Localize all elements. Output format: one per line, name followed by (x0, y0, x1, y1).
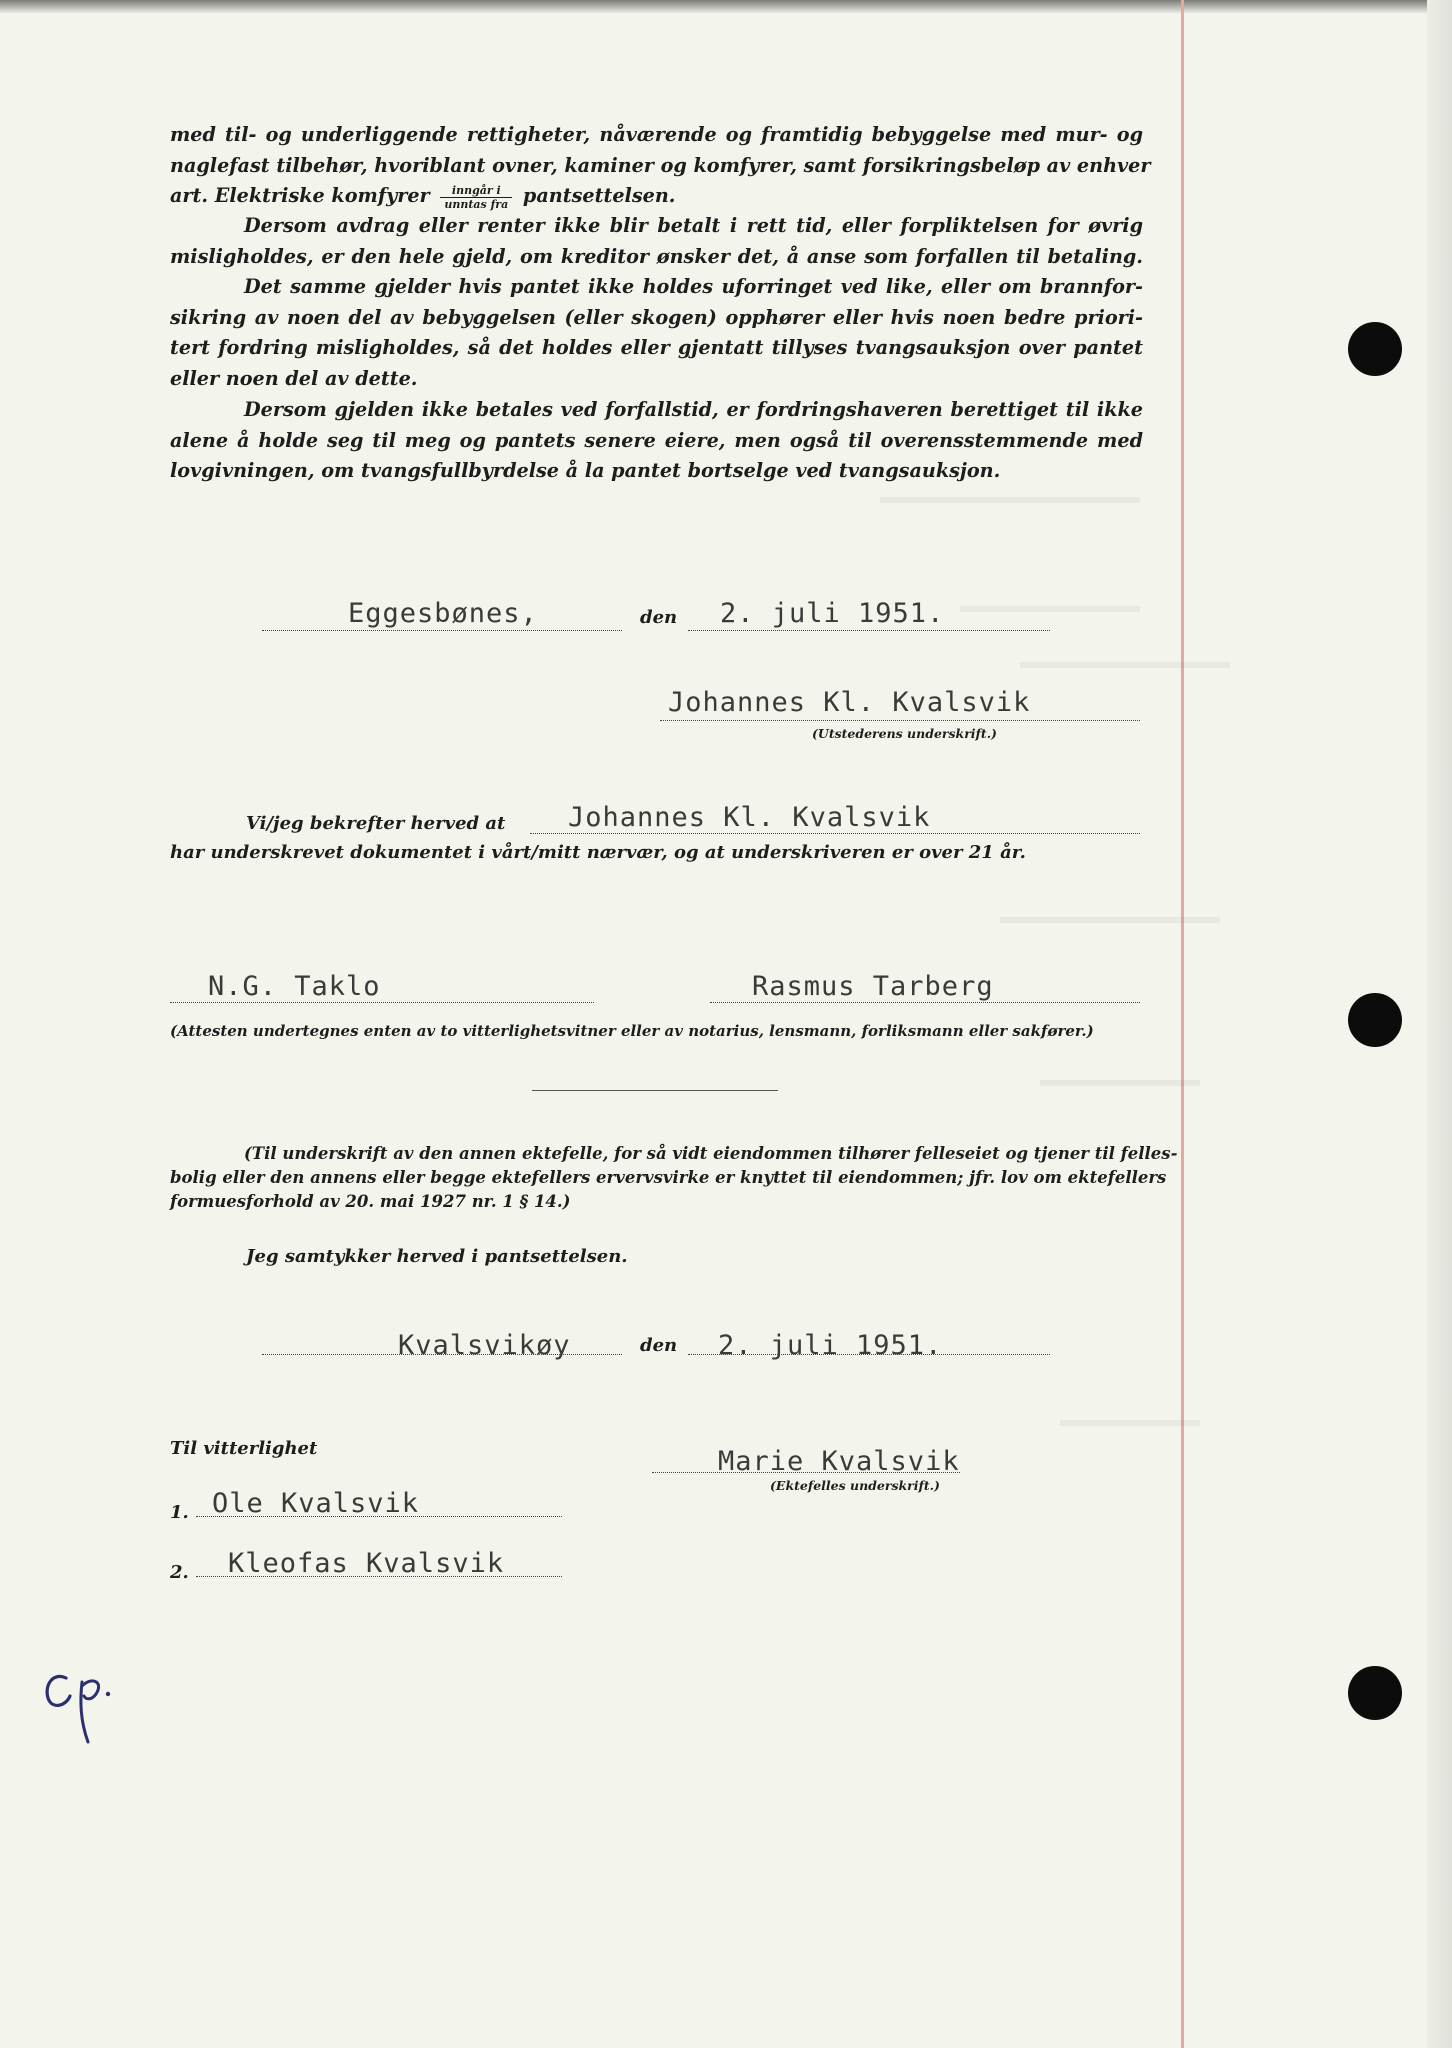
den-label: den (640, 1335, 678, 1356)
clause-paragraph-3 (170, 272, 1143, 394)
witness-1: N.G. Taklo (208, 971, 381, 1002)
section-divider (532, 1090, 778, 1091)
clause-line (170, 181, 1143, 212)
clause-line: eller noen del av dette. (170, 366, 418, 390)
margin-handwritten-note (36, 1630, 116, 1755)
spouse-note-line: formuesforhold av 20. mai 1927 nr. 1 § 14.) (170, 1192, 571, 1211)
punch-hole (1348, 322, 1402, 376)
witness-note: (Attesten undertegnes enten av to vitterlighetsvitner eller av notarius, lensmann, forliksmann eller sakfører.) (170, 1022, 1094, 1040)
date-line (688, 1354, 1050, 1355)
fraction-bottom: unntas fra (444, 197, 509, 211)
clause-line: Det samme gjelder hvis pantet ikke holdes uforringet ved like, eller om brannfor- (244, 275, 1143, 298)
confirmed-name: Johannes Kl. Kvalsvik (568, 802, 931, 833)
spouse-signature: Marie Kvalsvik (718, 1446, 960, 1477)
clause-paragraph-1 (170, 120, 1151, 212)
punch-hole (1348, 1666, 1402, 1720)
witness-line (170, 1002, 594, 1003)
page-edge (1427, 0, 1452, 2048)
handwritten-initials (36, 1630, 116, 1750)
place-line (262, 1354, 622, 1355)
date-1: 2. juli 1951. (720, 598, 945, 629)
clause-line: naglefast tilbehør, hvoriblant ovner, kaminer og komfyrer, samt forsikringsbeløp av enhver (170, 153, 1151, 177)
confirmation-prefix: Vi/jeg bekrefter herved at (246, 813, 506, 834)
vitterlighet-heading: Til vitterlighet (170, 1438, 318, 1459)
clause-line: med til- og underliggende rettigheter, nåværende og framtidig bebyggelse med mur- og (170, 123, 1143, 146)
bleed-through (960, 606, 1140, 612)
fraction-top: inngår i (440, 184, 512, 198)
signature-line (660, 720, 1140, 721)
place-line (262, 630, 622, 631)
clause-line: Dersom avdrag eller renter ikke blir betalt i rett tid, eller forpliktelsen for øvrig (244, 214, 1143, 237)
place-1: Eggesbønes, (348, 598, 538, 629)
vitterlighet-number: 1. (170, 1502, 189, 1523)
spouse-caption: (Ektefelles underskrift.) (770, 1478, 940, 1493)
clause-line: misligholdes, er den hele gjeld, om kreditor ønsker det, å anse som forfallen til betaling. (170, 244, 1143, 268)
signature-line (652, 1472, 960, 1473)
issuer-caption: (Utstederens underskrift.) (812, 726, 997, 741)
clause-line: tert fordring misligholdes, så det holdes eller gjentatt tillyses tvangsauksjon over pantet (170, 336, 1143, 359)
vitterlighet-number: 2. (170, 1562, 189, 1583)
punch-hole (1348, 993, 1402, 1047)
vitterlighet-name: Ole Kvalsvik (212, 1488, 420, 1519)
place-2: Kvalsvikøy (398, 1330, 571, 1361)
margin-rule (1181, 0, 1184, 2048)
fraction-choice (440, 184, 512, 211)
bleed-through (880, 497, 1140, 503)
bleed-through (1040, 1080, 1200, 1086)
clause-paragraph-4 (170, 395, 1143, 487)
clause-line: sikring av noen del av bebyggelsen (eller skogen) opphører eller hvis noen bedre priori- (170, 305, 1143, 329)
witness-2: Rasmus Tarberg (752, 971, 994, 1002)
name-line (530, 833, 1140, 834)
den-label: den (640, 607, 678, 628)
clause-text: art. Elektriske komfyrer (170, 184, 430, 207)
bleed-through (1060, 1420, 1200, 1426)
scan-top-shadow (0, 0, 1452, 14)
clause-paragraph-2 (170, 211, 1143, 272)
clause-line: alene å holde seg til meg og pantets senere eiere, men også til overensstemmende med (170, 428, 1143, 452)
witness-line (710, 1002, 1140, 1003)
issuer-signature: Johannes Kl. Kvalsvik (668, 687, 1031, 718)
spouse-consent: Jeg samtykker herved i pantsettelsen. (246, 1246, 628, 1267)
clause-text: pantsettelsen. (522, 184, 676, 207)
vitterlighet-name: Kleofas Kvalsvik (228, 1548, 505, 1579)
clause-line: Dersom gjelden ikke betales ved forfallstid, er fordringshaveren berettiget til ikke (244, 398, 1143, 421)
date-line (688, 630, 1050, 631)
vitterlighet-line (196, 1576, 562, 1577)
confirmation-line-2: har underskrevet dokumentet i vårt/mitt nærvær, og at underskriveren er over 21 år. (170, 842, 1026, 863)
spouse-note-line: (Til underskrift av den annen ektefelle, for så vidt eiendommen tilhører felleseiet og tjener til felles- (244, 1144, 1178, 1163)
vitterlighet-line (196, 1516, 562, 1517)
bleed-through (1020, 662, 1230, 668)
bleed-through (1000, 917, 1220, 923)
date-2: 2. juli 1951. (718, 1330, 943, 1361)
clause-line: lovgivningen, om tvangsfullbyrdelse å la pantet bortselge ved tvangsauksjon. (170, 459, 1001, 482)
spouse-note-line: bolig eller den annens eller begge ektefellers ervervsvirke er knyttet til eiendommen; jfr. lov om ektefellers (170, 1168, 1167, 1187)
